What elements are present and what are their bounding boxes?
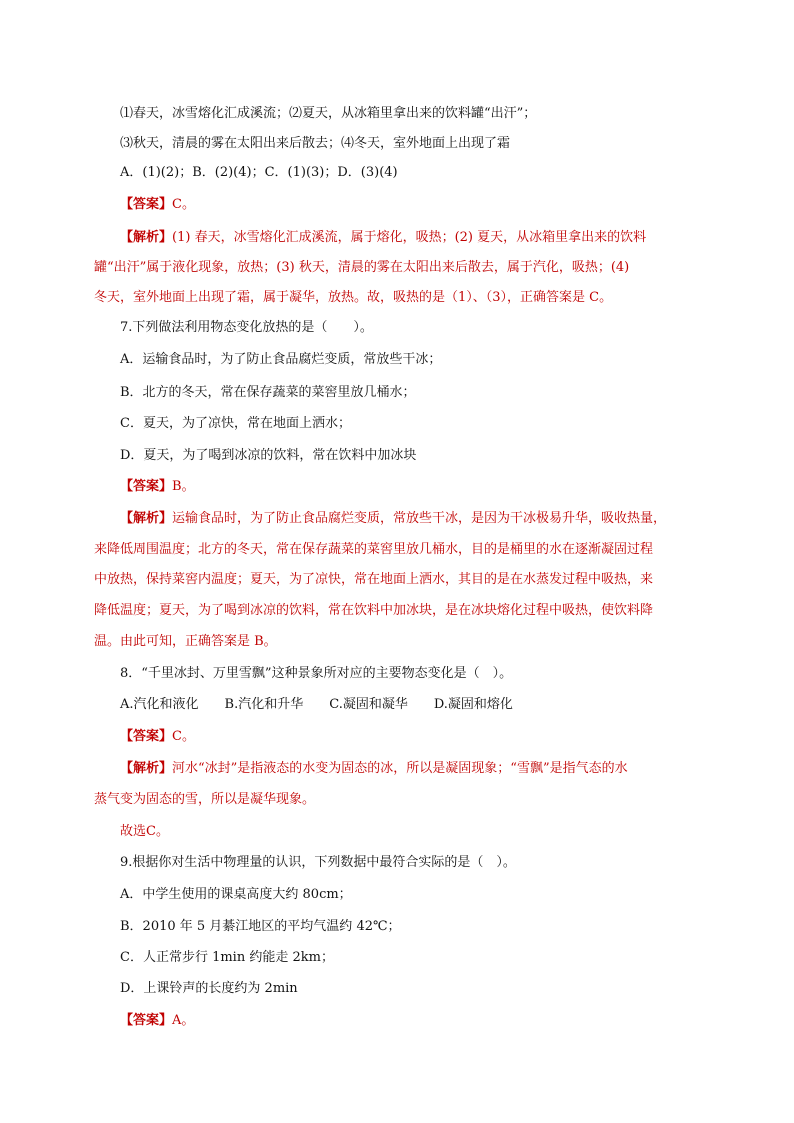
q9-option-c: C．人正常步行 1min 约能走 2km； [120,950,334,965]
q6-options: A．(1)(2)；B．(2)(4)；C．(1)(3)；D．(3)(4) [120,165,398,180]
analysis-text: 河水“冰封”是指液态的水变为固态的冰，所以是凝固现象；“雪飘”是指气态的水 [172,761,628,776]
q8-option-a: A.汽化和液化 [120,697,199,712]
analysis-text: (1) 春天，冰雪熔化汇成溪流，属于熔化，吸热；(2) 夏天，从冰箱里拿出来的饮料 [172,230,647,245]
analysis-text: 运输食品时，为了防止食品腐烂变质，常放些干冰，是因为干冰极易升华，吸收热量， [172,511,667,526]
answer-tag: 【答案】 [120,729,173,744]
answer-value: A。 [172,1013,195,1028]
q8-conclusion: 故选C。 [120,824,169,839]
q8-option-d: D.凝固和熔化 [433,697,513,712]
q9-stem: 9.根据你对生活中物理量的认识，下列数据中最符合实际的是（ ）。 [120,855,516,870]
q7-option-a: A．运输食品时，为了防止食品腐烂变质，常放些干冰； [120,352,442,367]
analysis-tag: 【解析】 [120,230,173,245]
q8-option-b: B.汽化和升华 [224,697,304,712]
q9-option-a: A．中学生使用的课桌高度大约 80cm； [120,887,352,902]
q7-option-b: B．北方的冬天，常在保存蔬菜的菜窖里放几桶水； [120,385,416,400]
q6-analysis-line-1 [120,228,646,248]
q7-stem: 7.下列做法利用物态变化放热的是（ ）。 [120,320,373,335]
analysis-tag: 【解析】 [120,761,173,776]
analysis-tag: 【解析】 [120,511,173,526]
q6-analysis-line-2: 罐“出汗”属于液化现象，放热；(3) 秋天，清晨的雾在太阳出来后散去，属于汽化，吸热；(4) [94,260,630,275]
q7-answer [120,477,195,497]
answer-tag: 【答案】 [120,479,173,494]
q7-analysis-line-4: 降低温度；夏天，为了喝到冰凉的饮料，常在饮料中加冰块，是在冰块熔化过程中吸热，使饮料降 [94,603,654,618]
q7-analysis-line-1 [120,509,666,529]
q6-analysis-line-3: 冬天，室外地面上出现了霜，属于凝华，放热。故，吸热的是（1）、（3），正确答案是 C。 [94,290,613,305]
q7-option-d: D．夏天，为了喝到冰凉的饮料，常在饮料中加冰块 [120,448,417,463]
q8-options [120,695,513,715]
answer-tag: 【答案】 [120,197,173,212]
q9-option-b: B．2010 年 5 月綦江地区的平均气温约 42℃； [120,919,401,934]
q8-option-c: C.凝固和凝华 [329,697,408,712]
q7-analysis-line-5: 温。由此可知，正确答案是 B。 [94,634,277,649]
q8-stem: 8．“千里冰封、万里雪飘”这种景象所对应的主要物态变化是（ ）。 [120,666,513,681]
answer-tag: 【答案】 [120,1013,173,1028]
q8-analysis-line-1 [120,759,628,779]
q9-option-d: D．上课铃声的长度约为 2min [120,981,298,996]
q6-answer [120,195,195,215]
answer-value: B。 [172,479,195,494]
q7-analysis-line-2: 来降低周围温度；北方的冬天，常在保存蔬菜的菜窖里放几桶水，目的是桶里的水在逐渐凝固过程 [94,542,654,557]
q8-analysis-line-2: 蒸气变为固态的雪，所以是凝华现象。 [94,792,316,807]
answer-value: C。 [172,197,195,212]
q6-stem-line-2: ⑶秋天，清晨的雾在太阳出来后散去；⑷冬天，室外地面上出现了霜 [120,136,511,151]
answer-value: C。 [172,729,195,744]
q7-option-c: C．夏天，为了凉快，常在地面上洒水； [120,416,351,431]
q6-stem-line-1: ⑴春天，冰雪熔化汇成溪流；⑵夏天，从冰箱里拿出来的饮料罐“出汗”； [120,106,537,121]
q7-analysis-line-3: 中放热，保持菜窖内温度；夏天，为了凉快，常在地面上洒水，其目的是在水蒸发过程中吸热，来 [94,572,654,587]
q9-answer [120,1011,194,1031]
q8-answer [120,727,195,747]
